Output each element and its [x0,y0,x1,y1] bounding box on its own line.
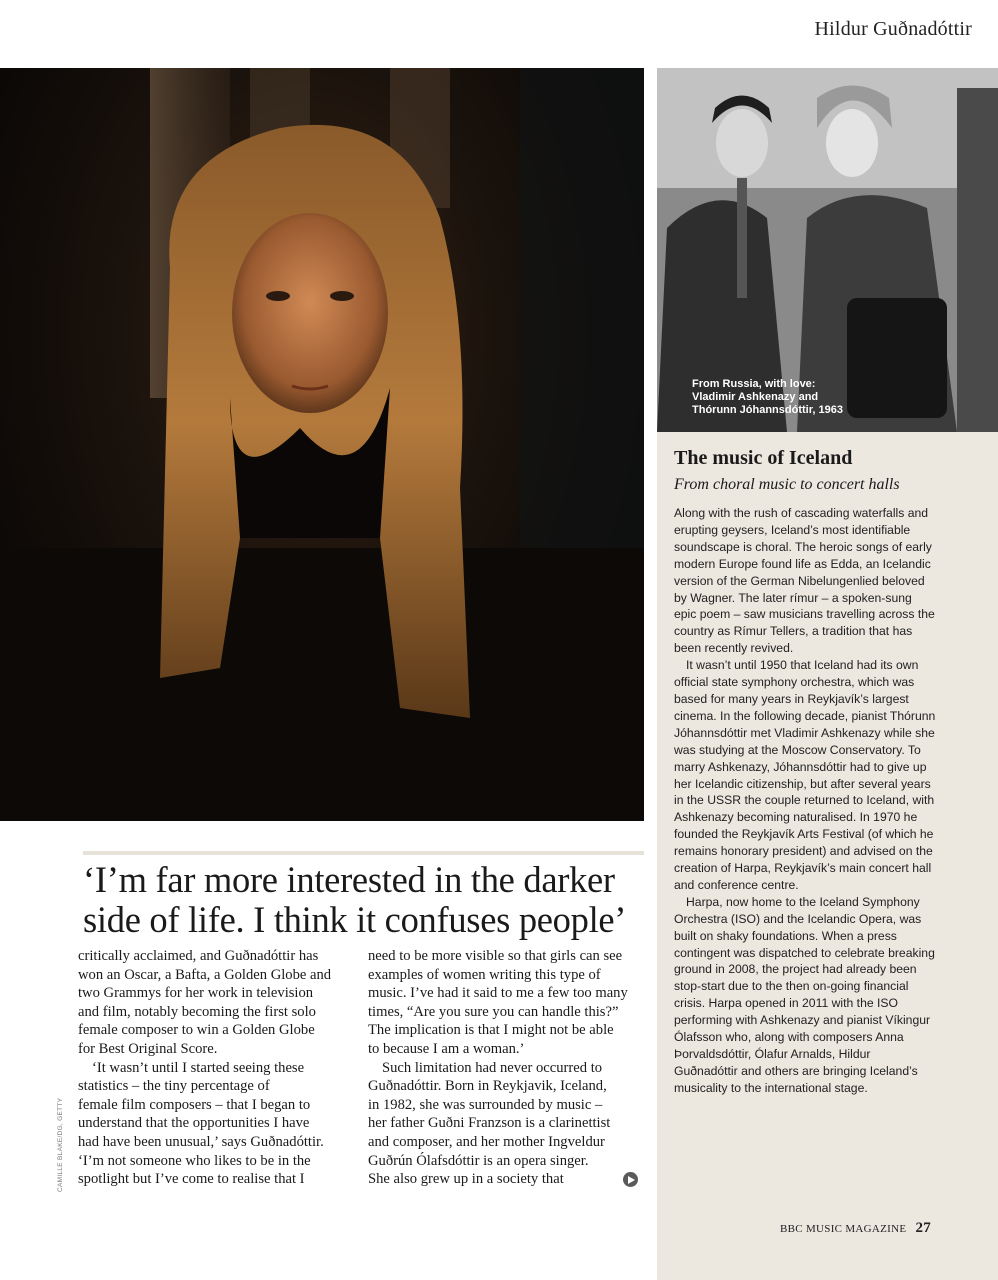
pull-quote: ‘I’m far more interested in the darker side of life. I think it confuses people’ [83,859,627,940]
archive-photo [657,68,998,432]
sidebar-body [674,505,936,1097]
continue-arrow-icon [623,1172,638,1187]
photo-caption: From Russia, with love: Vladimir Ashkenazy and Thórunn Jóhannsdóttir, 1963 [692,378,843,416]
photo-credit: CAMILLE BLAKE/DG, GETTY [57,1097,64,1192]
sidebar-title: The music of Iceland [674,447,853,469]
page-number: 27 [915,1220,932,1236]
sidebar-paragraph: It wasn’t until 1950 that Iceland had its own official state symphony orchestra, which was based for many years in Reykjavík’s largest cinema. In the following decade, pianist Thórunn Jóhannsdóttir met Vladimir Ashkenazy while she was studying at the Moscow Conservatory. To marry Ashkenazy, Jóhannsdóttir had to give up her Icelandic citizenship, but after several years in the USSR the couple returned to Iceland, with Ashkenazy becoming naturalised. In 1970 he founded the Reykjavík Arts Festival (of which he remains honorary president) and advised on the creation of Harpa, Reykjavík’s main concert hall and conference centre. [674,658,936,892]
sidebar-subtitle: From choral music to concert halls [674,476,900,493]
body-column-right: need to be more visible so that girls can see examples of women writing this type of music. I’ve had it said to me a few too many times, “Are you sure you can handle this?” The implication is that I might not be able to because I am a woman.’ Such limitation had never occurred to Guðnadóttir. Born in Reykjavik, Iceland, in 1982, she was surrounded by music – her father Guðni Franzson is a clarinettist and composer, and her mother Ingveldur Guðrún Ólafsdóttir is an opera singer. She also grew up in a society that [368,948,628,1188]
sidebar-paragraph: Along with the rush of cascading waterfalls and erupting geysers, Iceland’s most identifiable soundscape is choral. The heroic songs of early modern Europe found life as Edda, an Icelandic version of the German Nibelungenlied beloved by Wagner. The later rímur – a spoken-sung epic poem – saw musicians travelling across the country as Rímur Tellers, a tradition that has been recently revived. [674,506,935,656]
body-column-left: critically acclaimed, and Guðnadóttir has won an Oscar, a Bafta, a Golden Globe and two Grammys for her work in television and film, notably becoming the first solo female composer to win a Golden Globe for Best Original Score. ‘It wasn’t until I started seeing these statistics – the tiny percentage of female film composers – that I began to understand that the opportunities I have had have been unusual,’ says Guðnadóttir. ‘I’m not someone who likes to be in the spotlight but I’ve come to realise that I [78,948,332,1188]
magazine-name: BBC MUSIC MAGAZINE [780,1223,907,1235]
page-footer [780,1220,931,1237]
quote-rule [83,851,644,855]
running-head: Hildur Guðnadóttir [814,18,972,40]
sidebar-panel [657,68,998,1280]
sidebar-paragraph: Harpa, now home to the Iceland Symphony Orchestra (ISO) and the Icelandic Opera, was built on shaky foundations. When a press contingent was dispatched to celebrate breaking ground in 2008, the project had already been stop-start due to the then on-going financial crisis. Harpa opened in 2011 with the ISO performing with Ashkenazy and pianist Víkingur Ólafsson who, along with composers Anna Þorvaldsdóttir, Ólafur Arnalds, Hildur Guðnadóttir and others are bringing Iceland’s musicality to the international stage. [674,894,935,1095]
portrait-photo [0,68,644,821]
